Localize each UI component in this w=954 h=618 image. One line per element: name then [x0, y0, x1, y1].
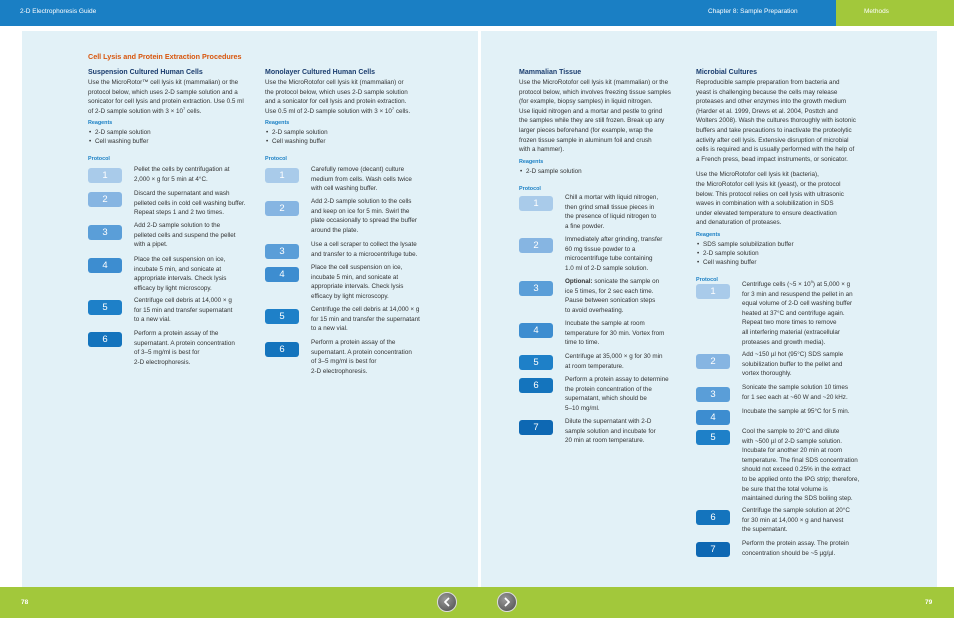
- step-text: Perform a protein assay to determine the protein concentration of the supernatant, which should be 5–10 mg/ml.: [565, 376, 669, 412]
- section-tab-methods[interactable]: [836, 0, 954, 26]
- step-number: 6: [519, 378, 553, 393]
- step-number: 7: [519, 420, 553, 435]
- step-number: 3: [265, 244, 299, 259]
- step-number: 4: [88, 258, 122, 273]
- reagents-label: Reagents: [88, 120, 113, 127]
- step-number: 2: [696, 354, 730, 369]
- step-text: Centrifuge cells (~5 × $10^9$) at 5,000 × g for 3 min and resuspend the pellet in an equal volume of 2-D cell washing buffer heated at 37°C and centrifuge again. Repeat two more times to remove all interfering material (extracellular proteases and growth media).: [742, 278, 853, 346]
- step-text: Add 2-D sample solution to the pelleted cells and suspend the pellet with a pipet.: [134, 222, 236, 249]
- section-tab-label: Methods: [864, 8, 889, 15]
- step-number: 5: [265, 309, 299, 324]
- step-number: 5: [88, 300, 122, 315]
- step-number: 6: [696, 510, 730, 525]
- suspension-heading: Suspension Cultured Human Cells: [88, 69, 203, 76]
- mammalian-heading: Mammalian Tissue: [519, 69, 582, 76]
- step-text: Centrifuge cell debris at 14,000 × g for 15 min and transfer supernatant to a new vial.: [134, 297, 233, 324]
- list-item: • Cell washing buffer: [88, 137, 260, 146]
- step-text: Sonicate the sample solution 10 times for 1 sec each at ~60 W and ~20 kHz.: [742, 384, 849, 401]
- monolayer-heading: Monolayer Cultured Human Cells: [265, 69, 376, 76]
- reagents-label: Reagents: [696, 231, 721, 238]
- step-text: Use a cell scraper to collect the lysate and transfer to a microcentrifuge tube.: [311, 241, 418, 258]
- reagents-label: Reagents: [519, 158, 544, 165]
- previous-page-button[interactable]: [437, 592, 457, 612]
- step-text: Centrifuge the cell debris at 14,000 × g for 15 min and transfer the supernatant to a new vial.: [311, 306, 420, 333]
- step-text: Centrifuge at 35,000 × g for 30 min at room temperature.: [565, 353, 663, 370]
- list-item: • SDS sample solubilization buffer: [696, 240, 872, 249]
- step-text: Add 2-D sample solution to the cells and keep on ice for 5 min. Swirl the plate occasionally to spread the buffer around the plate.: [311, 198, 417, 234]
- page-number-left: 78: [21, 599, 29, 606]
- suspension-section: [88, 68, 260, 164]
- guide-title: 2-D Electrophoresis Guide: [20, 8, 97, 15]
- reagents-list: [265, 128, 437, 146]
- step-text: Discard the supernatant and wash pelleted cells in cold cell washing buffer. Repeat steps 1 and 2 two times.: [134, 190, 246, 217]
- chapter-title: Chapter 8: Sample Preparation: [708, 8, 798, 15]
- step-number: 2: [519, 238, 553, 253]
- step-number: 2: [88, 192, 122, 207]
- step-number: 4: [696, 410, 730, 425]
- microbial-section: [696, 68, 872, 285]
- step-number: 6: [88, 332, 122, 347]
- step-number: 7: [696, 542, 730, 557]
- mammalian-section: [519, 68, 691, 194]
- list-item: • Cell washing buffer: [265, 137, 437, 146]
- step-number: 6: [265, 342, 299, 357]
- suspension-intro: Use the MicroRotor™ cell lysis kit (mammalian) or the protocol below, which uses 2-D sample solution and a sonicator for cell lysis and protein extraction. Use 0.5 ml of 2-D sample solution with $3 \times 10^7$ cells.: [88, 79, 244, 115]
- reagents-list: [88, 128, 260, 146]
- step-text: Carefully remove (decant) culture medium from cells. Wash cells twice with cell washing buffer.: [311, 166, 412, 193]
- step-number: 1: [519, 196, 553, 211]
- monolayer-intro: Use the MicroRotofor cell lysis kit (mammalian) or the protocol below, which uses 2-D sample solution and a sonicator for cell lysis and protein extraction. Use 0.5 ml of 2-D sample solution with $3 \times 10^7$ cells.: [265, 79, 411, 115]
- reagents-list: [519, 167, 691, 176]
- step-text: Chill a mortar with liquid nitrogen, then grind small tissue pieces in the presence of liquid nitrogen to a fine powder.: [565, 194, 659, 230]
- step-text: Perform the protein assay. The protein concentration should be ~5 µg/µl.: [742, 540, 849, 557]
- footer-bar: [0, 587, 954, 618]
- step-text: Incubate the sample at 95°C for 5 min.: [742, 408, 850, 415]
- microbial-intro: Reproducible sample preparation from bacteria and yeast is challenging because the cells may release proteases and other enzymes into the growth medium (Harder et al. 1999, Drews et al. 2004, Posttch and Wolters 2008). Wash the cultures thoroughly with isotonic buffers and take precautions to inactivate the proteolytic activity after cell lysis. Extensive disruption of microbial cells is required and is usually performed with the help of a French press, bead impact instruments, or sonicator.: [696, 79, 856, 163]
- chevron-left-icon: [442, 597, 452, 607]
- header-bar: [0, 0, 954, 26]
- next-page-button[interactable]: [497, 592, 517, 612]
- step-text: Place the cell suspension on ice, incubate 5 min, and sonicate at appropriate intervals. Check lysis efficacy by light microscopy.: [311, 264, 404, 300]
- protocol-label: Protocol: [519, 185, 541, 192]
- step-text: Dilute the supernatant with 2-D sample solution and incubate for 20 min at room temperature.: [565, 418, 656, 445]
- mammalian-intro: Use the MicroRotofor cell lysis kit (mammalian) or the protocol below, which involves freezing tissue samples (for example, biopsy samples) in liquid nitrogen. Use liquid nitrogen and a mortar and pestle to grind the samples while they are still frozen. Break up any larger pieces beforehand (for example, wrap the frozen tissue sample in aluminum foil and crush with a hammer).: [519, 79, 671, 154]
- step-number: 4: [519, 323, 553, 338]
- protocol-label: Protocol: [88, 156, 110, 163]
- reagents-label: Reagents: [265, 120, 290, 127]
- list-item: • 2-D sample solution: [265, 128, 437, 137]
- step-text: Incubate the sample at room temperature for 30 min. Vortex from time to time.: [565, 320, 665, 347]
- page-number-right: 79: [925, 599, 933, 606]
- step-number: 5: [696, 430, 730, 445]
- step-number: 3: [696, 387, 730, 402]
- microbial-heading: Microbial Cultures: [696, 69, 758, 76]
- protocol-label: Protocol: [265, 156, 287, 163]
- step-number: 4: [265, 267, 299, 282]
- step-text: Add ~150 µl hot (95°C) SDS sample solubilization buffer to the pellet and vortex thoroughly.: [742, 351, 844, 378]
- step-text: Pellet the cells by centrifugation at 2,000 × g for 5 min at 4°C.: [134, 166, 230, 183]
- list-item: • Cell washing buffer: [696, 258, 872, 267]
- step-number: 3: [88, 225, 122, 240]
- step-text: Immediately after grinding, transfer 60 mg tissue powder to a microcentrifuge tube containing 1.0 ml of 2-D sample solution.: [565, 236, 663, 272]
- step-number: 1: [88, 168, 122, 183]
- list-item: • 2-D sample solution: [88, 128, 260, 137]
- step-text: Perform a protein assay of the supernatant. A protein concentration of 3–5 mg/ml is best for 2-D electrophoresis.: [311, 339, 412, 375]
- list-item: • 2-D sample solution: [519, 167, 691, 176]
- step-text: Perform a protein assay of the supernatant. A protein concentration of 3–5 mg/ml is best for 2-D electrophoresis.: [134, 330, 235, 366]
- step-number: 2: [265, 201, 299, 216]
- step-number: 1: [696, 284, 730, 299]
- step-number: 3: [519, 281, 553, 296]
- reagents-list: [696, 240, 872, 267]
- protocol-label: Protocol: [696, 276, 718, 283]
- monolayer-section: [265, 68, 437, 164]
- step-number: 1: [265, 168, 299, 183]
- document-title: Cell Lysis and Protein Extraction Procedures: [88, 52, 242, 61]
- step-text: Centrifuge the sample solution at 20°C for 30 min at 14,000 × g and harvest the supernatant.: [742, 507, 850, 534]
- list-item: • 2-D sample solution: [696, 249, 872, 258]
- step-text: Place the cell suspension on ice, incubate 5 min, and sonicate at appropriate intervals. Check lysis efficacy by light microscopy.: [134, 256, 227, 292]
- chevron-right-icon: [502, 597, 512, 607]
- step-number: 5: [519, 355, 553, 370]
- microbial-intro-2: Use the MicroRotofor cell lysis kit (bacteria), the MicroRotofor cell lysis kit (yeast), or the protocol below. This protocol relies on cell lysis with ultrasonic waves in combination with a solubilization in SDS under elevated temperature to ensure deactivation and denaturation of proteases.: [696, 171, 844, 227]
- step-text: Cool the sample to 20°C and dilute with ~500 µl of 2-D sample solution. Incubate for another 20 min at room temperature. The final SDS concentration should not exceed 0.25% in the extract to be applied onto the IPG strip; therefore, be sure that the total volume is maintained during the SDS boiling step.: [742, 428, 860, 503]
- step-text: Optional: sonicate the sample on ice 5 times, for 2 sec each time. Pause between sonication steps to avoid overheating.: [565, 278, 660, 314]
